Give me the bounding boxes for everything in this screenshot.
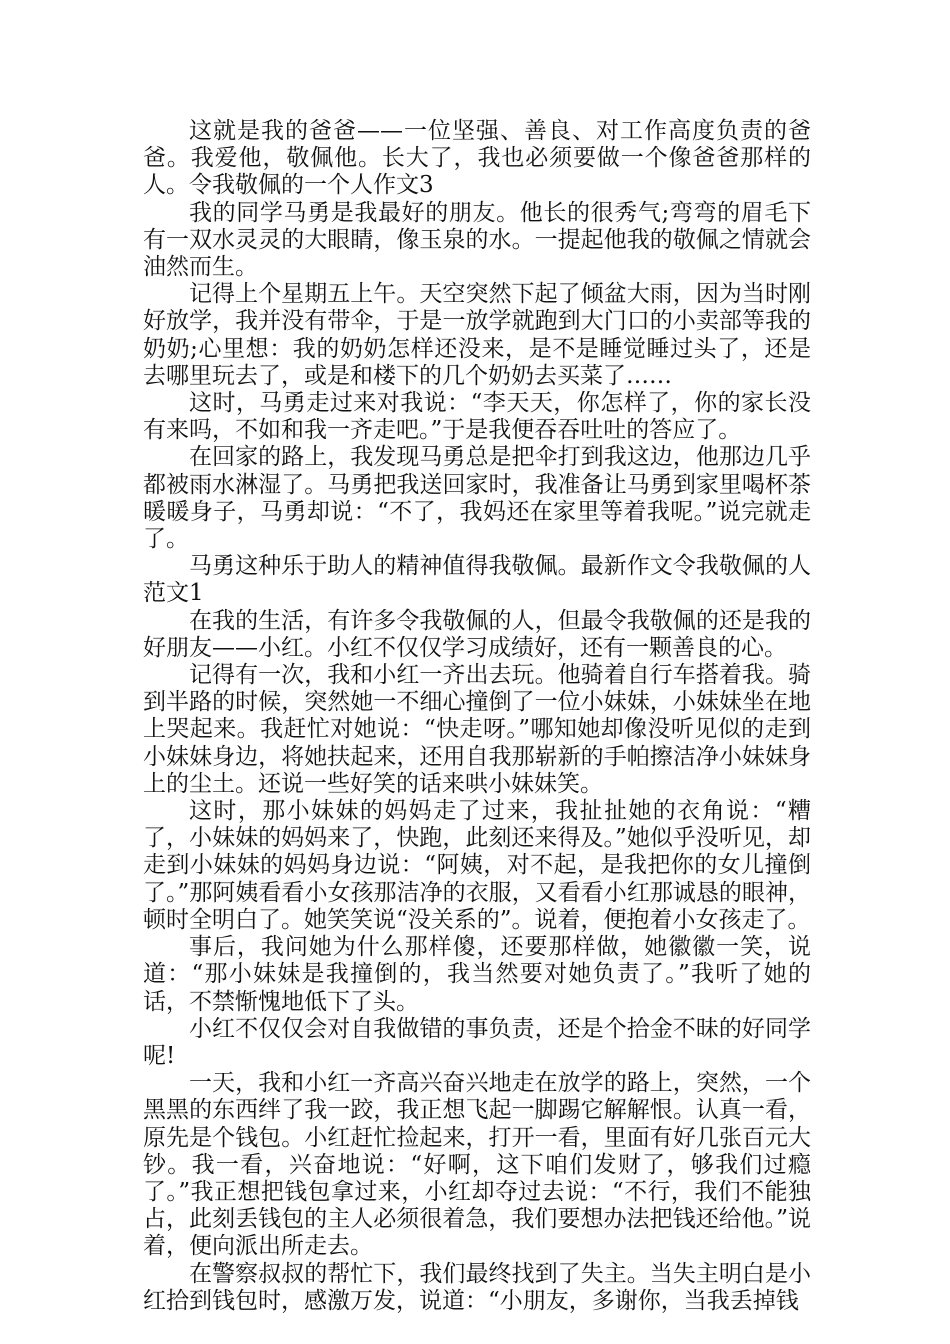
document-body <box>143 118 811 1315</box>
paragraph: 记得有一次，我和小红一齐出去玩。他骑着自行车搭着我。骑到半路的时候，突然她一不细心撞倒了一位小妹妹，小妹妹坐在地上哭起来。我赶忙对她说：“快走呀。”哪知她却像没听见似的走到小妹妹身边，将她扶起来，还用自我那崭新的手帕擦洁净小妹妹身上的尘土。还说一些好笑的话来哄小妹妹笑。 <box>143 662 811 797</box>
paragraph: 在回家的路上，我发现马勇总是把伞打到我这边，他那边几乎都被雨水淋湿了。马勇把我送回家时，我准备让马勇到家里喝杯茶暖暖身子，马勇却说：“不了，我妈还在家里等着我呢。”说完就走了。 <box>143 444 811 553</box>
paragraph: 在警察叔叔的帮忙下，我们最终找到了失主。当失主明白是小红拾到钱包时，感激万发，说道：“小朋友，多谢你，当我丢掉钱 <box>143 1260 811 1314</box>
paragraph: 这就是我的爸爸——一位坚强、善良、对工作高度负责的爸爸。我爱他，敬佩他。长大了，我也必须要做一个像爸爸那样的人。令我敬佩的一个人作文3 <box>143 118 811 199</box>
paragraph: 这时，马勇走过来对我说：“李天天，你怎样了，你的家长没有来吗，不如和我一齐走吧。”于是我便吞吞吐吐的答应了。 <box>143 390 811 444</box>
paragraph: 小红不仅仅会对自我做错的事负责，还是个拾金不昧的好同学呢! <box>143 1015 811 1069</box>
paragraph: 事后，我问她为什么那样傻，还要那样做，她徽徽一笑，说道：“那小妹妹是我撞倒的，我当然要对她负责了。”我听了她的话，不禁惭愧地低下了头。 <box>143 934 811 1015</box>
paragraph: 一天，我和小红一齐高兴奋兴地走在放学的路上，突然，一个黑黑的东西绊了我一跤，我正想飞起一脚踢它解解恨。认真一看，原先是个钱包。小红赶忙捡起来，打开一看，里面有好几张百元大钞。我一看，兴奋地说：“好啊，这下咱们发财了，够我们过瘾了。”我正想把钱包拿过来，小红却夺过去说：“不行，我们不能独占，此刻丢钱包的主人必须很着急，我们要想办法把钱还给他。”说着，便向派出所走去。 <box>143 1070 811 1260</box>
paragraph: 我的同学马勇是我最好的朋友。他长的很秀气;弯弯的眉毛下有一双水灵灵的大眼睛，像玉泉的水。一提起他我的敬佩之情就会油然而生。 <box>143 199 811 281</box>
paragraph: 马勇这种乐于助人的精神值得我敬佩。最新作文令我敬佩的人范文1 <box>143 553 811 607</box>
paragraph: 在我的生活，有许多令我敬佩的人，但最令我敬佩的还是我的好朋友——小红。小红不仅仅学习成绩好，还有一颗善良的心。 <box>143 607 811 661</box>
paragraph: 这时，那小妹妹的妈妈走了过来，我扯扯她的衣角说：“糟了，小妹妹的妈妈来了，快跑，此刻还来得及。”她似乎没听见，却走到小妹妹的妈妈身边说：“阿姨，对不起，是我把你的女儿撞倒了。”那阿姨看看小女孩那洁净的衣服，又看看小红那诚恳的眼神，顿时全明白了。她笑笑说“没关系的”。说着，便抱着小女孩走了。 <box>143 798 811 933</box>
paragraph: 记得上个星期五上午。天空突然下起了倾盆大雨，因为当时刚好放学，我并没有带伞，于是一放学就跑到大门口的小卖部等我的奶奶;心里想：我的奶奶怎样还没来，是不是睡觉睡过头了，还是去哪里玩去了，或是和楼下的几个奶奶去买菜了…… <box>143 281 811 389</box>
